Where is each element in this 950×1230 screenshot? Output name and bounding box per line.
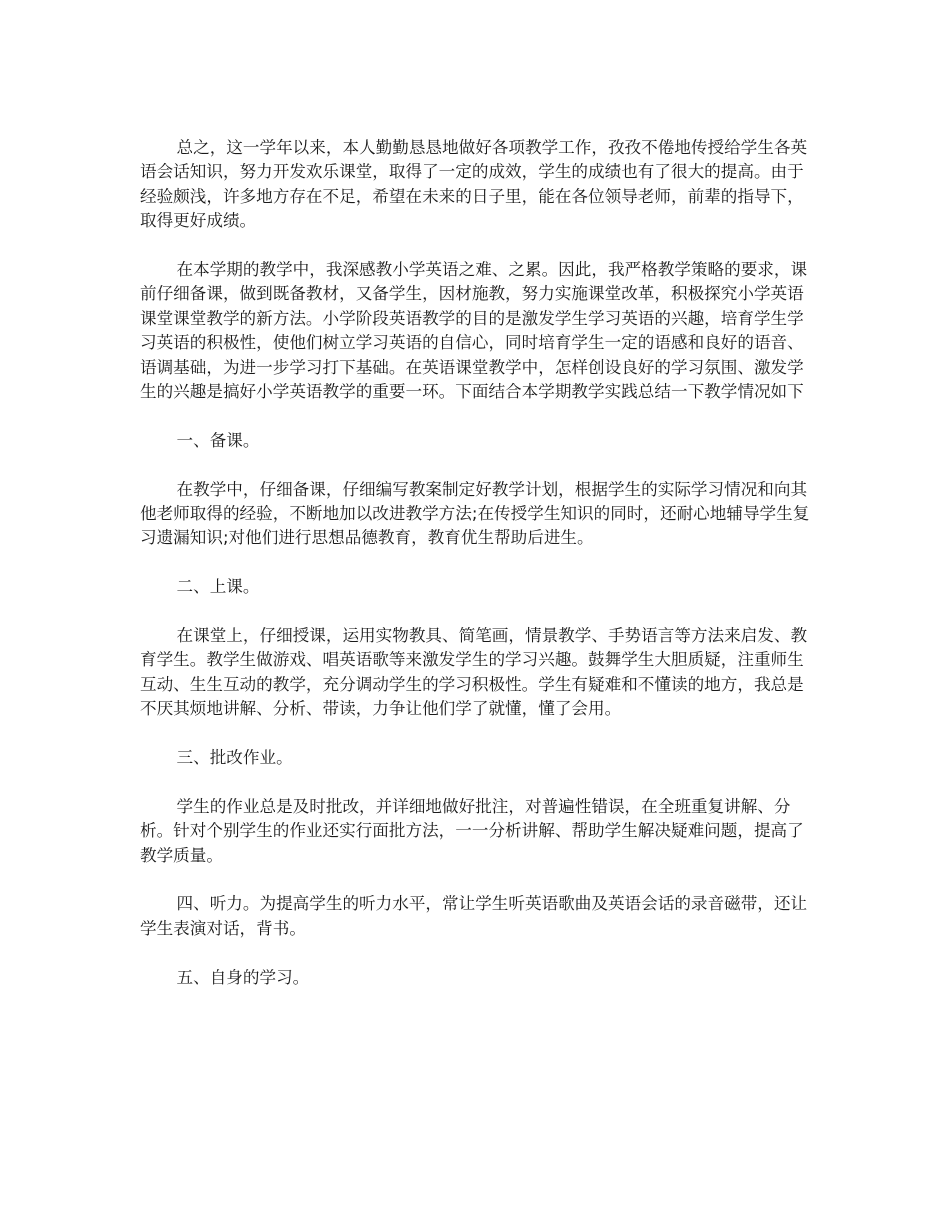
section-heading-classes: 二、上课。 — [176, 577, 260, 597]
section-heading-self-study: 五、自身的学习。 — [176, 967, 310, 987]
paragraph-introduction: 在本学期的教学中，我深感教小学英语之难、之累。因此，我严格教学策略的要求，课前仔细备课，做到既备教材，又备学生，因材施教，努力实施课堂改革，积极探究小学英语课堂课堂教学的新方法。小学阶段英语教学的目的是激发学生学习英语的兴趣，培育学生学习英语的积极性，使他们树立学习英语的自信心，同时培育学生一定的语感和良好的语音、语调基础，为进一步学习打下基础。在英语课堂教学中，怎样创设良好的学习氛围、激发学生的兴趣是搞好小学英语教学的重要一环。下面结合本学期教学实践总结一下教学情况如下 — [140, 260, 808, 402]
paragraph-listening: 四、听力。为提高学生的听力水平，常让学生听英语歌曲及英语会话的录音磁带，还让学生表演对话，背书。 — [140, 894, 808, 938]
paragraph-classes: 在课堂上，仔细授课，运用实物教具、简笔画，情景教学、手势语言等方法来启发、教育学生。教学生做游戏、唱英语歌等来激发学生的学习兴趣。鼓舞学生大胆质疑，注重师生互动、生生互动的教学，充分调动学生的学习积极性。学生有疑难和不懂读的地方，我总是不厌其烦地讲解、分析、带读，力争让他们学了就懂，懂了会用。 — [140, 626, 808, 719]
document-body — [140, 136, 812, 1014]
section-heading-homework: 三、批改作业。 — [176, 748, 293, 768]
section-heading-lesson-prep: 一、备课。 — [176, 430, 260, 450]
paragraph-homework: 学生的作业总是及时批改，并详细地做好批注，对普遍性错误，在全班重复讲解、分析。针对个别学生的作业还实行面批方法，一一分析讲解、帮助学生解决疑难问题，提高了教学质量。 — [140, 796, 804, 865]
paragraph-lesson-prep: 在教学中，仔细备课，仔细编写教案制定好教学计划，根据学生的实际学习情况和向其他老师取得的经验，不断地加以改进教学方法;在传授学生知识的同时，还耐心地辅导学生复习遗漏知识;对他们进行思想品德教育，教育优生帮助后进生。 — [140, 479, 810, 548]
paragraph-summary: 总之，这一学年以来，本人勤勤恳恳地做好各项教学工作，孜孜不倦地传授给学生各英语会话知识，努力开发欢乐课堂，取得了一定的成效，学生的成绩也有了很大的提高。由于经验颇浅，许多地方存在不足，希望在未来的日子里，能在各位领导老师，前辈的指导下，取得更好成绩。 — [140, 138, 808, 231]
